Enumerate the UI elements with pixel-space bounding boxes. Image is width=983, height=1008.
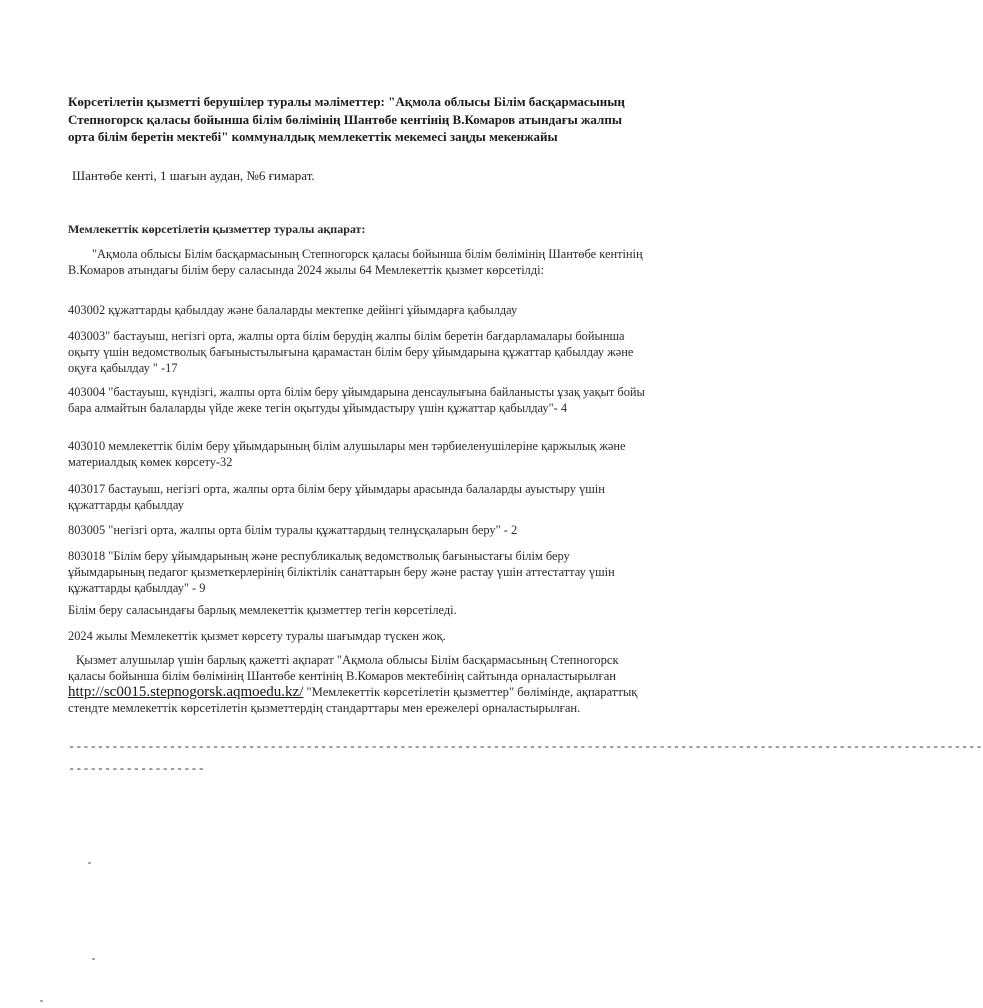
services-section-title: Мемлекеттік көрсетілетін қызметтер туралы ақпарат: bbox=[68, 222, 366, 236]
service-item-403004: 403004 "бастауыш, күндізгі, жалпы орта білім беру ұйымдарына денсаулығына байланысты ұзақ уақыт бойы бара алмайтын балаларды үйде жеке тегін оқытуды ұйымдастыру үшін құжаттар қабылдау"- 4 bbox=[68, 385, 645, 415]
free-services-note: Білім беру саласындағы барлық мемлекеттік қызметтер тегін көрсетіледі. bbox=[68, 603, 457, 617]
scan-speck bbox=[88, 862, 91, 864]
scan-speck bbox=[40, 1000, 43, 1002]
service-item-803005: 803005 "негізгі орта, жалпы орта білім туралы құжаттардың телнұсқаларын беру" - 2 bbox=[68, 523, 518, 537]
school-website-link[interactable]: http://sc0015.stepnogorsk.aqmoedu.kz/ bbox=[68, 684, 304, 700]
services-intro: "Ақмола облысы Білім басқармасының Степногорск қаласы бойынша білім бөлімінің Шантөбе кентінің В.Комаров атындағы білім беру саласында 2024 жылы 64 Мемлекеттік қызмет көрсетілді: bbox=[68, 247, 643, 277]
service-item-403017: 403017 бастауыш, негізгі орта, жалпы орта білім беру ұйымдары арасында балаларды ауыстыру үшін құжаттарды қабылдау bbox=[68, 482, 605, 512]
service-item-803018: 803018 "Білім беру ұйымдарының және республикалық ведомстволық бағыныстағы білім беру ұйымдарының педагог қызметкерлерінің біліктілік санаттарын беру және растау үшін аттестаттау үшін құжаттарды қабылдау" - 9 bbox=[68, 549, 615, 595]
divider-line-end: ------------------- bbox=[68, 762, 205, 776]
service-item-403003: 403003" бастауыш, негізгі орта, жалпы орта білім берудің жалпы білім беретін бағдарламалары бойынша оқыту үшін ведомстволық бағыныстылығына қарамастан білім беру ұйымдарына құжаттар қабылдау және оқуға қабылдау " -17 bbox=[68, 329, 634, 375]
provider-info-heading: Көрсетілетін қызметті берушілер туралы мәліметтер: "Ақмола облысы Білім басқармасының Степногорск қаласы бойынша білім бөлімінің Шантөбе кентінің В.Комаров атындағы жалпы орта білім беретін мектебі" коммуналдық мемлекеттік мекемесі заңды мекенжайы bbox=[68, 94, 625, 144]
complaints-note: 2024 жылы Мемлекеттік қызмет көрсету туралы шағымдар түскен жоқ. bbox=[68, 629, 446, 643]
legal-address: Шантөбе кенті, 1 шағын аудан, №6 ғимарат. bbox=[72, 168, 315, 183]
divider-line: ------------------------------------------------------------------------------------------------------------------------------- bbox=[68, 740, 983, 754]
info-text-before-link: Қызмет алушылар үшін барлық қажетті ақпарат "Ақмола облысы Білім басқармасының Степногорск қаласы бойынша білім бөлімінің Шантөбе кентінің В.Комаров мектебінің сайтында орналастырылған bbox=[68, 653, 619, 683]
service-item-403002: 403002 құжаттарды қабылдау және балаларды мектепке дейінгі ұйымдарға қабылдау bbox=[68, 303, 518, 317]
scan-speck bbox=[92, 958, 95, 960]
info-location-paragraph bbox=[68, 652, 648, 716]
info-text-after-link: "Мемлекеттік көрсетілетін қызметтер" бөлімінде, ақпараттық стендте мемлекеттік көрсетілетін қызметтердің стандарттары мен ережелері орналастырылған. bbox=[68, 685, 638, 715]
service-item-403010: 403010 мемлекеттік білім беру ұйымдарының білім алушылары мен тәрбиеленушілеріне қаржылық және материалдық көмек көрсету-32 bbox=[68, 439, 626, 469]
